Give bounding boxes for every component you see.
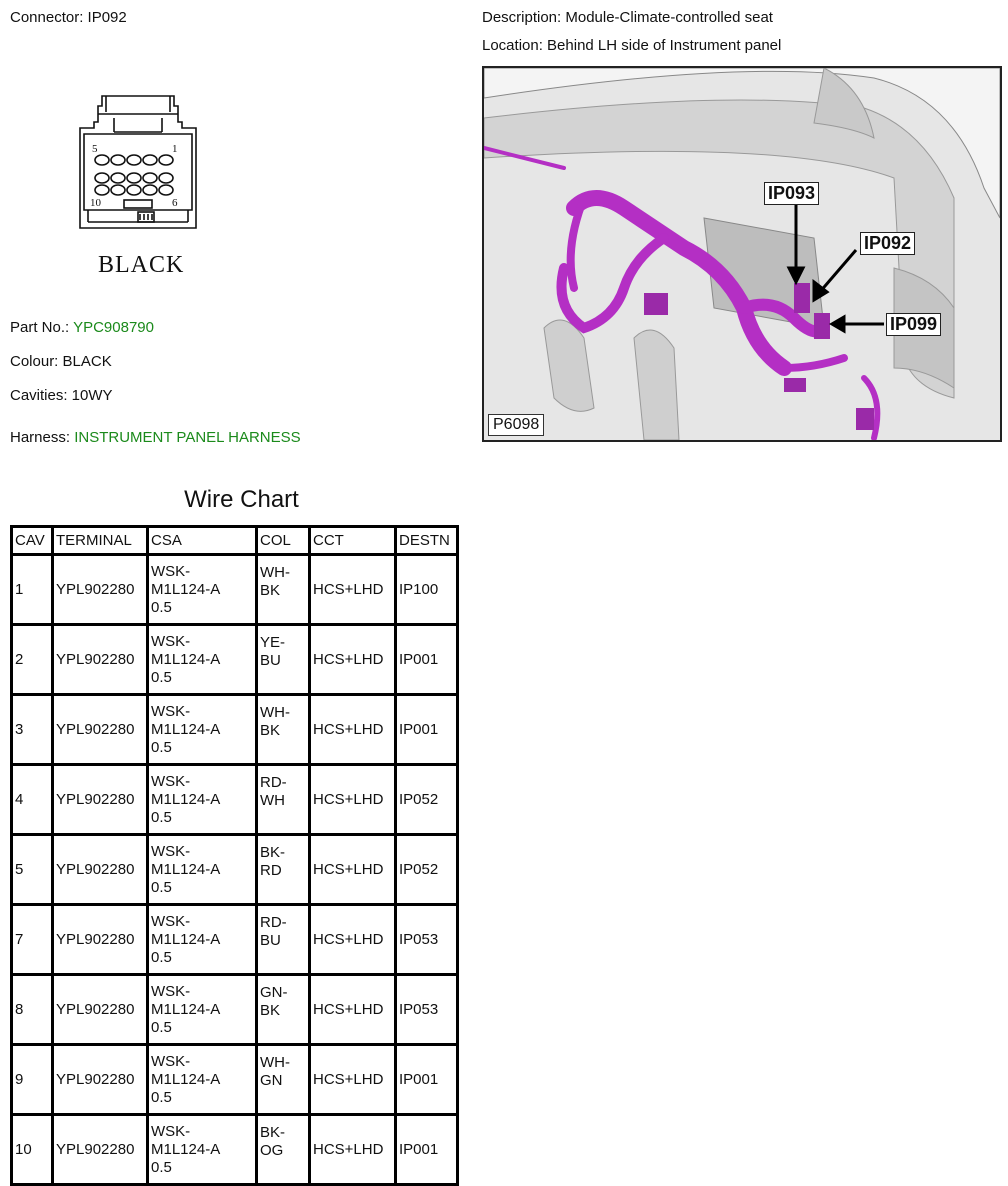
cell-destn: IP001 [396,1045,458,1115]
cell-csa-line: 0.5 [151,1088,172,1106]
cavities-info: Cavities: 10WY [10,387,113,404]
table-header-row [12,527,458,555]
cell-col-line: BU [260,932,281,949]
cell-terminal: YPL902280 [53,1045,148,1115]
table-row [12,835,458,905]
cell-csa-line: 0.5 [151,1018,172,1036]
pin-label-10: 10 [90,197,101,209]
cell-csa-line: M1L124-A [151,1140,221,1158]
cell-cav: 1 [12,555,53,625]
table-row [12,765,458,835]
cell-csa-line: WSK- [151,912,191,930]
connector-label: Connector: IP092 [10,9,127,26]
cell-csa [148,555,257,625]
table-row [12,625,458,695]
cell-cct: HCS+LHD [310,765,396,835]
cell-cct: HCS+LHD [310,555,396,625]
cell-col [257,975,310,1045]
cell-col-line: GN [260,1072,283,1089]
table-row [12,905,458,975]
cell-csa-line: WSK- [151,842,191,860]
cell-cct: HCS+LHD [310,1115,396,1185]
cell-csa-line: 0.5 [151,1158,172,1176]
cell-csa-line: M1L124-A [151,860,221,878]
part-number-label: Part No.: [10,319,74,336]
cell-csa-line: M1L124-A [151,580,221,598]
cell-destn: IP001 [396,625,458,695]
table-row [12,695,458,765]
cell-col-line: WH- [260,1054,290,1071]
cell-csa-line: WSK- [151,702,191,720]
cell-csa-line: WSK- [151,772,191,790]
cell-destn: IP053 [396,905,458,975]
cell-csa-line: WSK- [151,562,191,580]
cell-col [257,835,310,905]
cell-cav: 7 [12,905,53,975]
cell-csa [148,625,257,695]
cell-col-line: WH- [260,704,290,721]
header-terminal: TERMINAL [53,527,148,555]
colour-info: Colour: BLACK [10,353,112,370]
cell-terminal: YPL902280 [53,625,148,695]
cell-cav: 5 [12,835,53,905]
cell-csa-line: WSK- [151,982,191,1000]
cell-destn: IP001 [396,695,458,765]
harness-info [10,429,301,446]
cell-csa-line: M1L124-A [151,650,221,668]
cell-cct: HCS+LHD [310,905,396,975]
cell-col [257,625,310,695]
header-cav: CAV [12,527,53,555]
cell-terminal: YPL902280 [53,905,148,975]
cell-col-line: RD- [260,914,287,931]
cell-col-line: BK [260,722,281,739]
cell-csa-line: 0.5 [151,598,172,616]
cell-col [257,765,310,835]
cell-csa [148,695,257,765]
callout-ip092: IP092 [860,232,915,255]
cell-cav: 2 [12,625,53,695]
cell-col-line: WH- [260,564,290,581]
cell-csa-line: WSK- [151,632,191,650]
part-number [10,319,154,336]
cell-destn: IP100 [396,555,458,625]
header-col: COL [257,527,310,555]
cell-csa-line: M1L124-A [151,1070,221,1088]
cell-col [257,1045,310,1115]
cell-cav: 3 [12,695,53,765]
callout-ip099: IP099 [886,313,941,336]
cell-col-line: OG [260,1142,284,1159]
cell-cav: 8 [12,975,53,1045]
cell-col [257,695,310,765]
cell-csa [148,1045,257,1115]
cell-csa-line: 0.5 [151,808,172,826]
cell-csa [148,835,257,905]
cell-csa-line: 0.5 [151,878,172,896]
cell-csa [148,765,257,835]
cell-destn: IP053 [396,975,458,1045]
cell-cav: 10 [12,1115,53,1185]
cell-cct: HCS+LHD [310,975,396,1045]
cell-cct: HCS+LHD [310,625,396,695]
connector-colour-caption: BLACK [98,252,185,278]
cell-terminal: YPL902280 [53,765,148,835]
pin-label-1: 1 [172,143,178,155]
table-row [12,1045,458,1115]
cell-col-line: BK- [260,1124,286,1141]
part-number-value: YPC908790 [73,319,154,336]
cell-col-line: YE- [260,634,286,651]
cell-col-line: BK- [260,844,286,861]
cell-csa [148,975,257,1045]
cell-col [257,905,310,975]
cell-csa-line: 0.5 [151,668,172,686]
wire-chart-title: Wire Chart [184,486,299,513]
cell-csa-line: WSK- [151,1122,191,1140]
cell-col-line: RD- [260,774,287,791]
cell-col-line: BK [260,582,281,599]
cell-terminal: YPL902280 [53,975,148,1045]
cell-terminal: YPL902280 [53,555,148,625]
cell-col-line: GN- [260,984,288,1001]
cell-destn: IP052 [396,835,458,905]
table-row [12,975,458,1045]
cell-terminal: YPL902280 [53,835,148,905]
harness-label: Harness: [10,429,75,446]
cell-csa [148,905,257,975]
pin-label-6: 6 [172,197,178,209]
cell-csa-line: M1L124-A [151,930,221,948]
header-destn: DESTN [396,527,458,555]
pin-label-5: 5 [92,143,98,155]
cell-col-line: RD [260,862,282,879]
wire-chart-table [10,525,459,1186]
cell-col-line: BU [260,652,281,669]
cell-col-line: BK [260,1002,281,1019]
connector-face-drawing [68,88,208,238]
cell-col [257,555,310,625]
cell-terminal: YPL902280 [53,695,148,765]
cell-cav: 9 [12,1045,53,1115]
cell-destn: IP052 [396,765,458,835]
table-row [12,555,458,625]
cell-csa-line: WSK- [151,1052,191,1070]
cell-csa-line: M1L124-A [151,720,221,738]
header-csa: CSA [148,527,257,555]
callout-ip093: IP093 [764,182,819,205]
location-label: Location: Behind LH side of Instrument panel [482,37,782,54]
figure-id: P6098 [488,414,544,436]
cell-cct: HCS+LHD [310,835,396,905]
cell-terminal: YPL902280 [53,1115,148,1185]
cell-csa-line: M1L124-A [151,1000,221,1018]
cell-cav: 4 [12,765,53,835]
location-figure [482,66,1002,442]
cell-cct: HCS+LHD [310,1045,396,1115]
harness-value: INSTRUMENT PANEL HARNESS [74,429,301,446]
cell-csa-line: M1L124-A [151,790,221,808]
cell-csa-line: 0.5 [151,738,172,756]
description-label: Description: Module-Climate-controlled seat [482,9,773,26]
cell-csa-line: 0.5 [151,948,172,966]
cell-destn: IP001 [396,1115,458,1185]
cell-col-line: WH [260,792,285,809]
header-cct: CCT [310,527,396,555]
instrument-panel-illustration [484,68,1000,440]
cell-cct: HCS+LHD [310,695,396,765]
